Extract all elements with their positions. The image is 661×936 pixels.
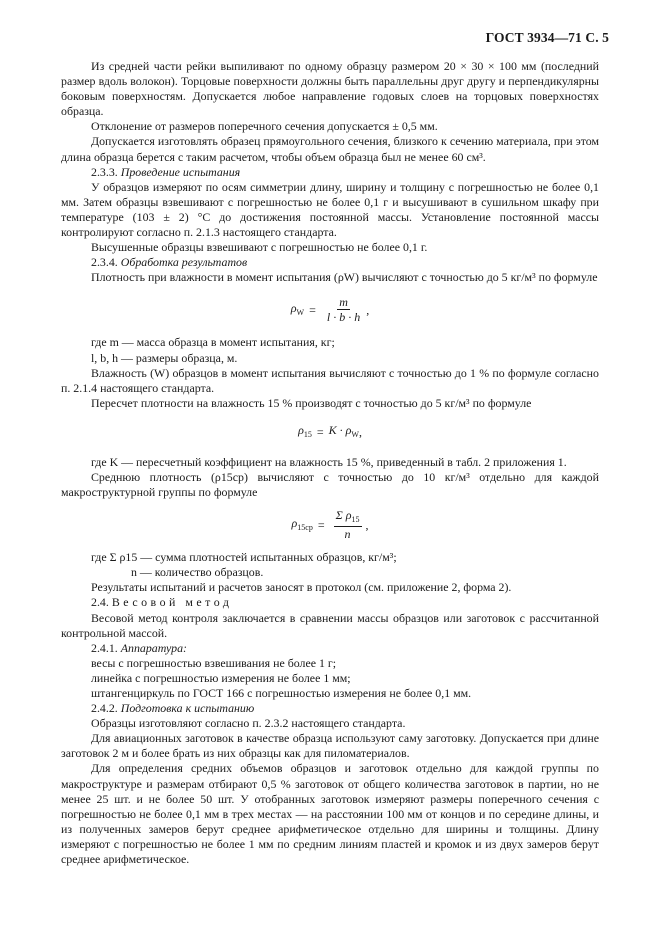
formula-fraction <box>325 296 362 324</box>
formula-rhs: $K \cdot \rho_W$ <box>328 423 359 440</box>
paragraph: Весовой метод контроля заключается в сравнении массы образцов или заготовок с рассчитанной контрольной массой. <box>61 610 599 640</box>
formula-numerator: m <box>339 295 348 310</box>
section-number: 2.4.1. <box>91 640 118 655</box>
paragraph: Образцы изготовляют согласно п. 2.3.2 настоящего стандарта. <box>91 716 406 731</box>
section-number: 2.4. <box>91 595 109 610</box>
paragraph: Для определения средних объемов образцов и заготовок отдельно для каждой группы по макроструктуре и размерам отбирают 0,5 % заготовок от общего количества заготовок в партии, но не менее 25 шт. и не более 50 шт. У отобранных заготовок измеряют размеры поперечного сечения с погрешностью не более 0,1 мм в трех местах — на расстоянии 100 мм от концов и по середине длины, и из полученных замеров берут среднее арифметическое отдельно для ширины и толщины. Длину измеряют с погрешностью не более 1 мм по средним линиям пластей и кромок и из двух замеров берут среднее арифметическое. <box>61 761 599 867</box>
paragraph: Допускается изготовлять образец прямоугольного сечения, близкого к сечению материала, при этом длина образца берется с таким расчетом, чтобы объем образца был не менее 60 см³. <box>61 134 599 164</box>
list-item: линейка с погрешностью измерения не более 1 мм; <box>91 670 351 685</box>
paragraph: Среднюю плотность (ρ15ср) вычисляют с точностью до 10 кг/м³ отдельно для каждой макроструктурной группы по формуле <box>61 469 599 500</box>
formula-equals: = <box>316 425 324 440</box>
paragraph: Пересчет плотности на влажность 15 % производят с точностью до 5 кг/м³ по формуле <box>91 395 532 410</box>
section-title: Подготовка к испытанию <box>120 701 255 716</box>
paragraph: Из средней части рейки выпиливают по одному образцу размером 20 × 30 × 100 мм (последний размер вдоль волокон). Торцовые поверхности должны быть параллельны друг другу и перпендикулярны боковым поверхностям. Допускается любое направление годовых слоев на торцовых поверхностях образца. <box>61 59 599 119</box>
formula-equals: = <box>309 302 316 317</box>
formula-explanation: где Σ ρ15 — сумма плотностей испытанных образцов, кг/м³; <box>91 550 397 565</box>
formula-fraction <box>334 509 362 541</box>
formula-tail: , <box>358 425 362 440</box>
formula-denominator: l · b · h <box>326 310 361 325</box>
document-body <box>61 59 599 867</box>
section-heading-2-4-2 <box>61 701 599 716</box>
section-heading-2-4-1 <box>61 641 599 656</box>
list-item: штангенциркуль по ГОСТ 166 с погрешностью измерения не более 0,1 мм. <box>91 686 472 700</box>
paragraph: Результаты испытаний и расчетов заносят в протокол (см. приложение 2, форма 2). <box>91 580 512 595</box>
paragraph: Плотность при влажности в момент испытания (ρW) вычисляют с точностью до 5 кг/м³ по формуле <box>91 270 598 285</box>
formula-equals: = <box>317 517 325 532</box>
section-number: 2.3.3. <box>91 164 118 179</box>
section-heading-2-3-3 <box>61 165 599 180</box>
formula-lhs: $\rho_{15ср}$ <box>291 515 313 532</box>
list-item: весы с погрешностью взвешивания не более 1 г; <box>91 655 337 670</box>
formula-density-w <box>61 285 599 335</box>
section-title: Проведение испытания <box>120 164 241 179</box>
section-heading-2-3-4 <box>61 255 599 270</box>
formula-explanation: где m — масса образца в момент испытания, кг; <box>91 335 335 350</box>
section-title: Аппаратура: <box>120 640 188 655</box>
formula-explanation: l, b, h — размеры образца, м. <box>91 350 238 365</box>
section-title: Обработка результатов <box>120 255 248 270</box>
section-number: 2.3.4. <box>91 255 118 270</box>
formula-numerator: Σ $\rho_{15}$ <box>334 509 362 527</box>
page-header: ГОСТ 3934—71 С. 5 <box>485 30 609 45</box>
formula-density-15 <box>61 411 599 455</box>
formula-tail: , <box>365 517 369 532</box>
formula-tail: , <box>366 302 370 317</box>
section-title: Весовой метод <box>111 595 233 610</box>
paragraph: Для авиационных заготовок в качестве образца используют саму заготовку. Допускается при длине заготовок 2 м и более брать из них образцы как для пиломатериалов. <box>61 731 599 761</box>
formula-lhs: $\rho_W$ <box>290 300 305 317</box>
paragraph: Влажность (W) образцов в момент испытания вычисляют с точностью до 1 % по формуле согласно п. 2.1.4 настоящего стандарта. <box>61 365 599 395</box>
formula-denominator: n <box>344 527 351 542</box>
section-number: 2.4.2. <box>91 701 118 716</box>
paragraph: У образцов измеряют по осям симметрии длину, ширину и толщину с погрешностью не более 0,1 мм. Затем образцы взвешивают с погрешностью не более 0,1 г и высушивают в сушильном шкафу при температуре (103 ± 2) °С до достижения постоянной массы. Установление постоянной массы контролируют согласно п. 2.1.3 настоящего стандарта. <box>61 179 599 240</box>
section-heading-2-4 <box>61 595 599 610</box>
formula-lhs: $\rho_{15}$ <box>298 423 312 440</box>
paragraph: Высушенные образцы взвешивают с погрешностью не более 0,1 г. <box>91 240 428 255</box>
paragraph: Отклонение от размеров поперечного сечения допускается ± 0,5 мм. <box>91 119 438 134</box>
formula-average-density <box>61 500 599 550</box>
formula-explanation: n — количество образцов. <box>131 565 264 580</box>
formula-explanation: где K — пересчетный коэффициент на влажность 15 %, приведенный в табл. 2 приложения 1. <box>91 454 567 469</box>
